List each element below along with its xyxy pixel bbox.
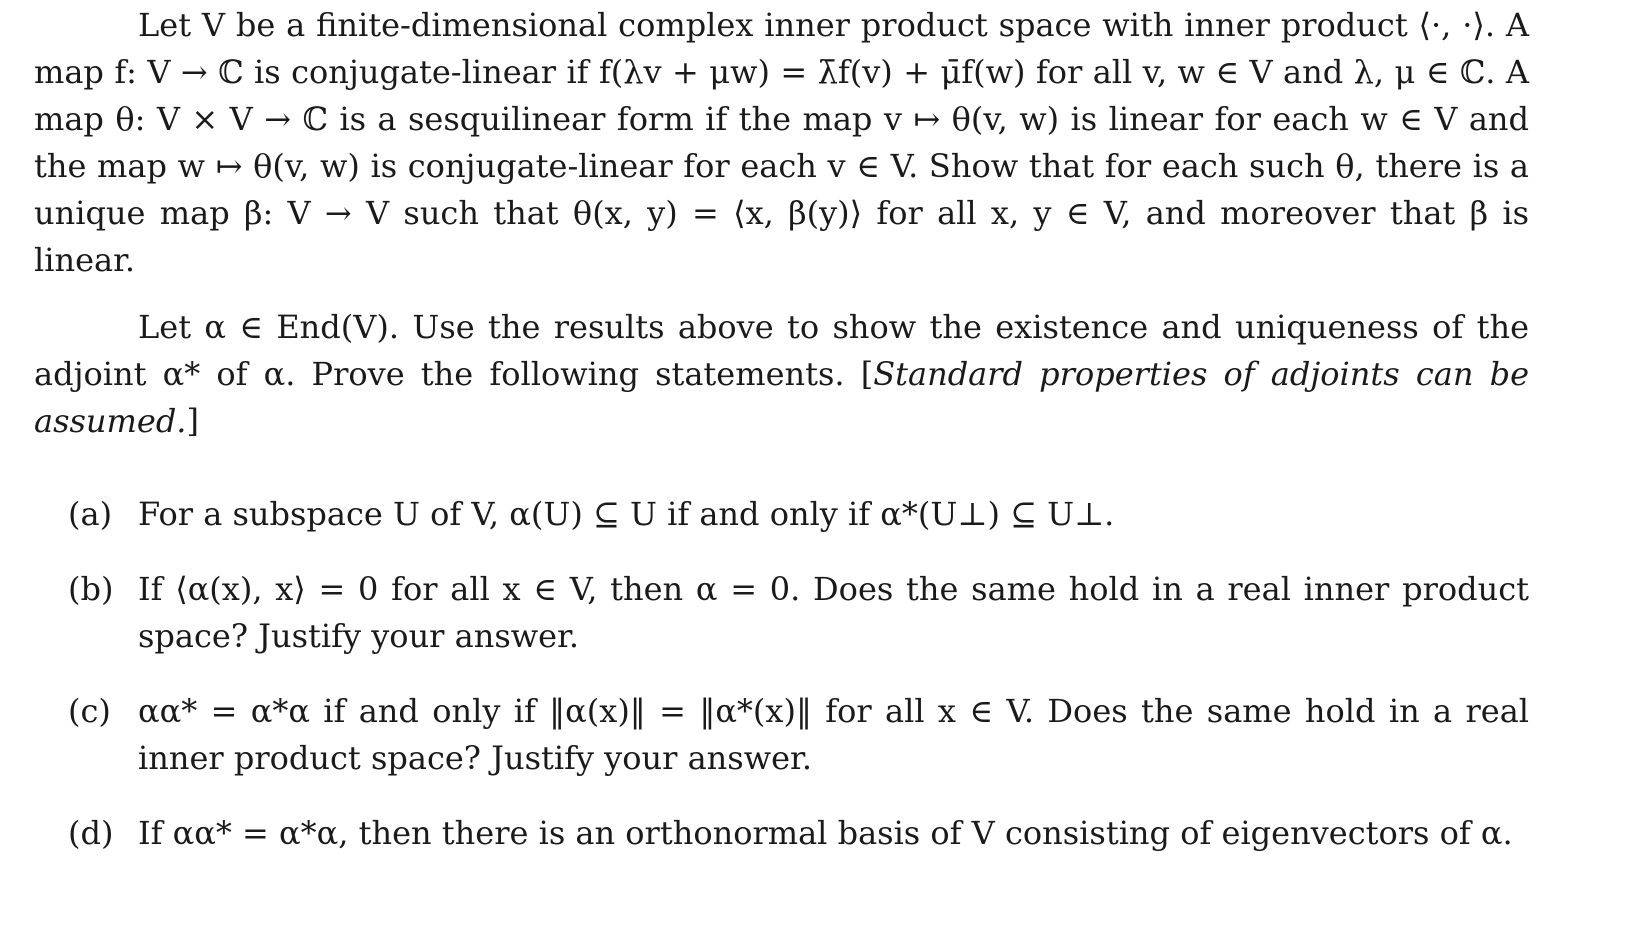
problem-item-a bbox=[34, 491, 1529, 538]
problem-item-b bbox=[34, 566, 1529, 660]
problem-label: (c) bbox=[68, 692, 111, 730]
problem-item-d bbox=[34, 810, 1529, 857]
intro-paragraph-2-italic: Standard properties of adjoints can be assumed. bbox=[34, 355, 1530, 440]
problem-label: (b) bbox=[68, 570, 114, 608]
problem-label: (a) bbox=[68, 495, 113, 533]
problem-text: αα* = α*α if and only if ‖α(x)‖ = ‖α*(x)‖ for all x ∈ V. Does the same hold in a real inner product space? Justify your answer. bbox=[138, 692, 1529, 777]
problem-item-c bbox=[34, 688, 1529, 782]
intro-paragraph-2-tail: ] bbox=[186, 402, 199, 440]
exam-page bbox=[34, 0, 1529, 857]
problem-text: If ⟨α(x), x⟩ = 0 for all x ∈ V, then α = 0. Does the same hold in a real inner product space? Justify your answer. bbox=[138, 570, 1529, 655]
problem-text: If αα* = α*α, then there is an orthonormal basis of V consisting of eigenvectors of α. bbox=[138, 814, 1513, 852]
intro-paragraph-1 bbox=[34, 0, 1529, 284]
problem-list bbox=[34, 491, 1529, 857]
problem-label: (d) bbox=[68, 814, 114, 852]
intro-paragraph-2 bbox=[34, 304, 1529, 445]
problem-text: For a subspace U of V, α(U) ⊆ U if and only if α*(U⊥) ⊆ U⊥. bbox=[138, 495, 1115, 533]
intro-paragraph-1-text: Let V be a finite-dimensional complex inner product space with inner product ⟨·, ·⟩. A map f: V → ℂ is conjugate-linear if f(λv + μw) = λ̄f(v) + μ̄f(w) for all v, w ∈ V and λ, μ ∈ ℂ. A map θ: V × V → ℂ is a sesquilinear form if the map v ↦ θ(v, w) is linear for each w ∈ V and the map w ↦ θ(v, w) is conjugate-linear for each v ∈ V. Show that for each such θ, there is a unique map β: V → V such that θ(x, y) = ⟨x, β(y)⟩ for all x, y ∈ V, and moreover that β is linear. bbox=[34, 6, 1529, 279]
intro-paragraph-2-lead: Let α ∈ End(V). Use the results above to show the existence and uniqueness of the adjoint α* of α. Prove the following statements. [ bbox=[34, 308, 1529, 393]
